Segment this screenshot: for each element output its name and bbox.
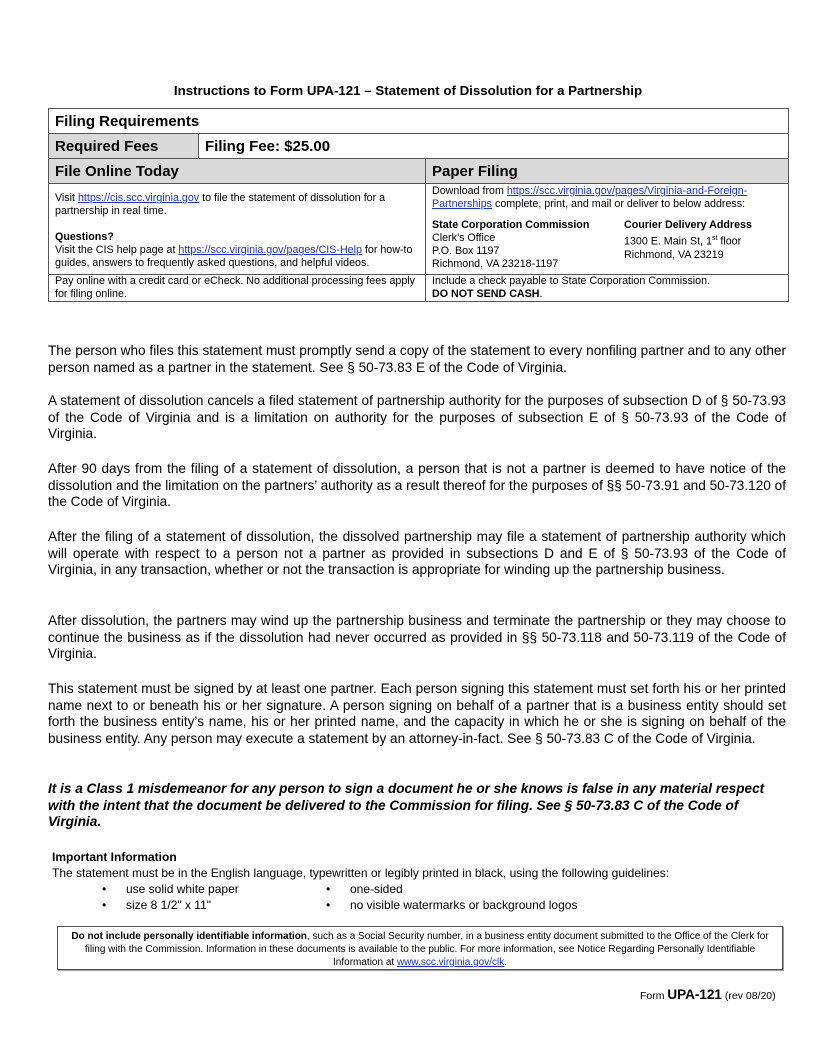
filing-requirements-table (48, 108, 789, 302)
paper-filing-heading: Paper Filing (426, 159, 789, 184)
questions-heading: Questions? (55, 231, 114, 243)
filing-fee: Filing Fee: $25.00 (199, 134, 789, 159)
paragraph-90-days: After 90 days from the filing of a statement of dissolution, a person that is not a partner is deemed to have notice of the dissolution and the limitation on the partners’ authority as a result thereof for the purposes of §§ 50-73.91 and 50-73.120 of the Code of Virginia. (48, 461, 786, 510)
addresses (432, 219, 782, 271)
partnerships-link[interactable]: https://scc.virginia.gov/pages/Virginia-and-Foreign-Partnerships (432, 185, 748, 210)
paragraph-signing: This statement must be signed by at least one partner. Each person signing this statement must set forth his or her printed name next to or beneath his or her signature. A person signing on behalf of a partner that is a business entity should set forth the business entity’s name, his or her printed name, and the capacity in which he or she is signing on behalf of the business entity. Any person may execute a statement by an attorney-in-fact. See § 50-73.83 C of the Code of Virginia. (48, 681, 786, 746)
visit-cis-text: Visit https://cis.scc.virginia.gov to file the statement of dissolution for a partnership in real time. (55, 192, 386, 217)
online-payment-info: Pay online with a credit card or eCheck. No additional processing fees apply for filing online. (49, 275, 426, 302)
paper-payment-info: Include a check payable to State Corporation Commission. DO NOT SEND CASH. (426, 275, 789, 302)
guideline-item: • one-sided (326, 881, 577, 897)
questions-text: Visit the CIS help page at https://scc.virginia.gov/pages/CIS-Help for how-to guides, answers to frequently asked questions, and helpful videos. (55, 244, 413, 269)
file-online-cell (49, 184, 426, 275)
form-code: UPA-121 (667, 987, 722, 1002)
download-text: Download from https://scc.virginia.gov/pages/Virginia-and-Foreign-Partnerships complete, print, and mail or deliver to below address: (432, 185, 748, 210)
important-intro: The statement must be in the English language, typewritten or legibly printed in black, using the following guidelines: (52, 866, 670, 880)
cis-link[interactable]: https://cis.scc.virginia.gov (77, 192, 200, 204)
clk-link[interactable]: www.scc.virginia.gov/clk (396, 957, 505, 968)
paragraph-wind-up: After dissolution, the partners may wind up the partnership business and terminate the partnership or they may choose to continue the business as if the dissolution had never occurred as provided in §§ 50-73.118 and 50-73.119 of the Code of Virginia. (48, 613, 786, 662)
courier-address: Courier Delivery Address 1300 E. Main St, 1st floor Richmond, VA 23219 (624, 219, 752, 261)
file-online-heading: File Online Today (49, 159, 426, 184)
important-heading: Important Information (52, 850, 177, 864)
misdemeanor-warning: It is a Class 1 misdemeanor for any person to sign a document he or she knows is false in any material respect with the intent that the document be delivered to the Commission for filing. See § 50-73.83 C of the Code of Virginia. (48, 781, 765, 830)
page-title: Instructions to Form UPA-121 – Statement of Dissolution for a Partnership (173, 83, 643, 98)
form-footer: Form UPA-121 (rev 08/20) (640, 987, 776, 1002)
required-fees-label: Required Fees (49, 134, 199, 159)
guideline-item: • use solid white paper (102, 881, 326, 897)
pii-notice: Do not include personally identifiable information, such as a Social Security number, in a business entity document submitted to the Office of the Clerk for filing with the Commission. Information in these documents is available to the public. For more information, see Notice Regarding Personally Identifiable Information at www.scc.virginia.gov/clk. (57, 926, 783, 970)
mail-address: State Corporation Commission Clerk’s Office P.O. Box 1197 Richmond, VA 23218-1197 (432, 219, 590, 270)
form-revision: (rev 08/20) (721, 990, 776, 1002)
guideline-item: • size 8 1/2" x 11" (102, 897, 326, 913)
cis-help-link[interactable]: https://scc.virginia.gov/pages/CIS-Help (178, 244, 362, 256)
paragraph-cancels-authority: A statement of dissolution cancels a filed statement of partnership authority for the purposes of subsection D of § 50-73.93 of the Code of Virginia and is a limitation on authority for the purposes of subsection E of § 50-73.93 of the Code of Virginia. (48, 393, 786, 442)
important-information (52, 849, 792, 913)
guideline-item: • no visible watermarks or background logos (326, 897, 577, 913)
guidelines-list (102, 881, 792, 913)
paper-filing-cell (426, 184, 789, 275)
filing-requirements-heading: Filing Requirements (49, 109, 789, 134)
paragraph-send-copy: The person who files this statement must promptly send a copy of the statement to every nonfiling partner and to any other person named as a partner in the statement. See § 50-73.83 E of the Code of Virginia. (48, 343, 786, 375)
paragraph-statement-authority: After the filing of a statement of dissolution, the dissolved partnership may file a statement of partnership authority which will operate with respect to a person not a partner as provided in subsections D and E of § 50-73.93 of the Code of Virginia, in any transaction, whether or not the transaction is appropriate for winding up the partnership business. (48, 529, 786, 578)
